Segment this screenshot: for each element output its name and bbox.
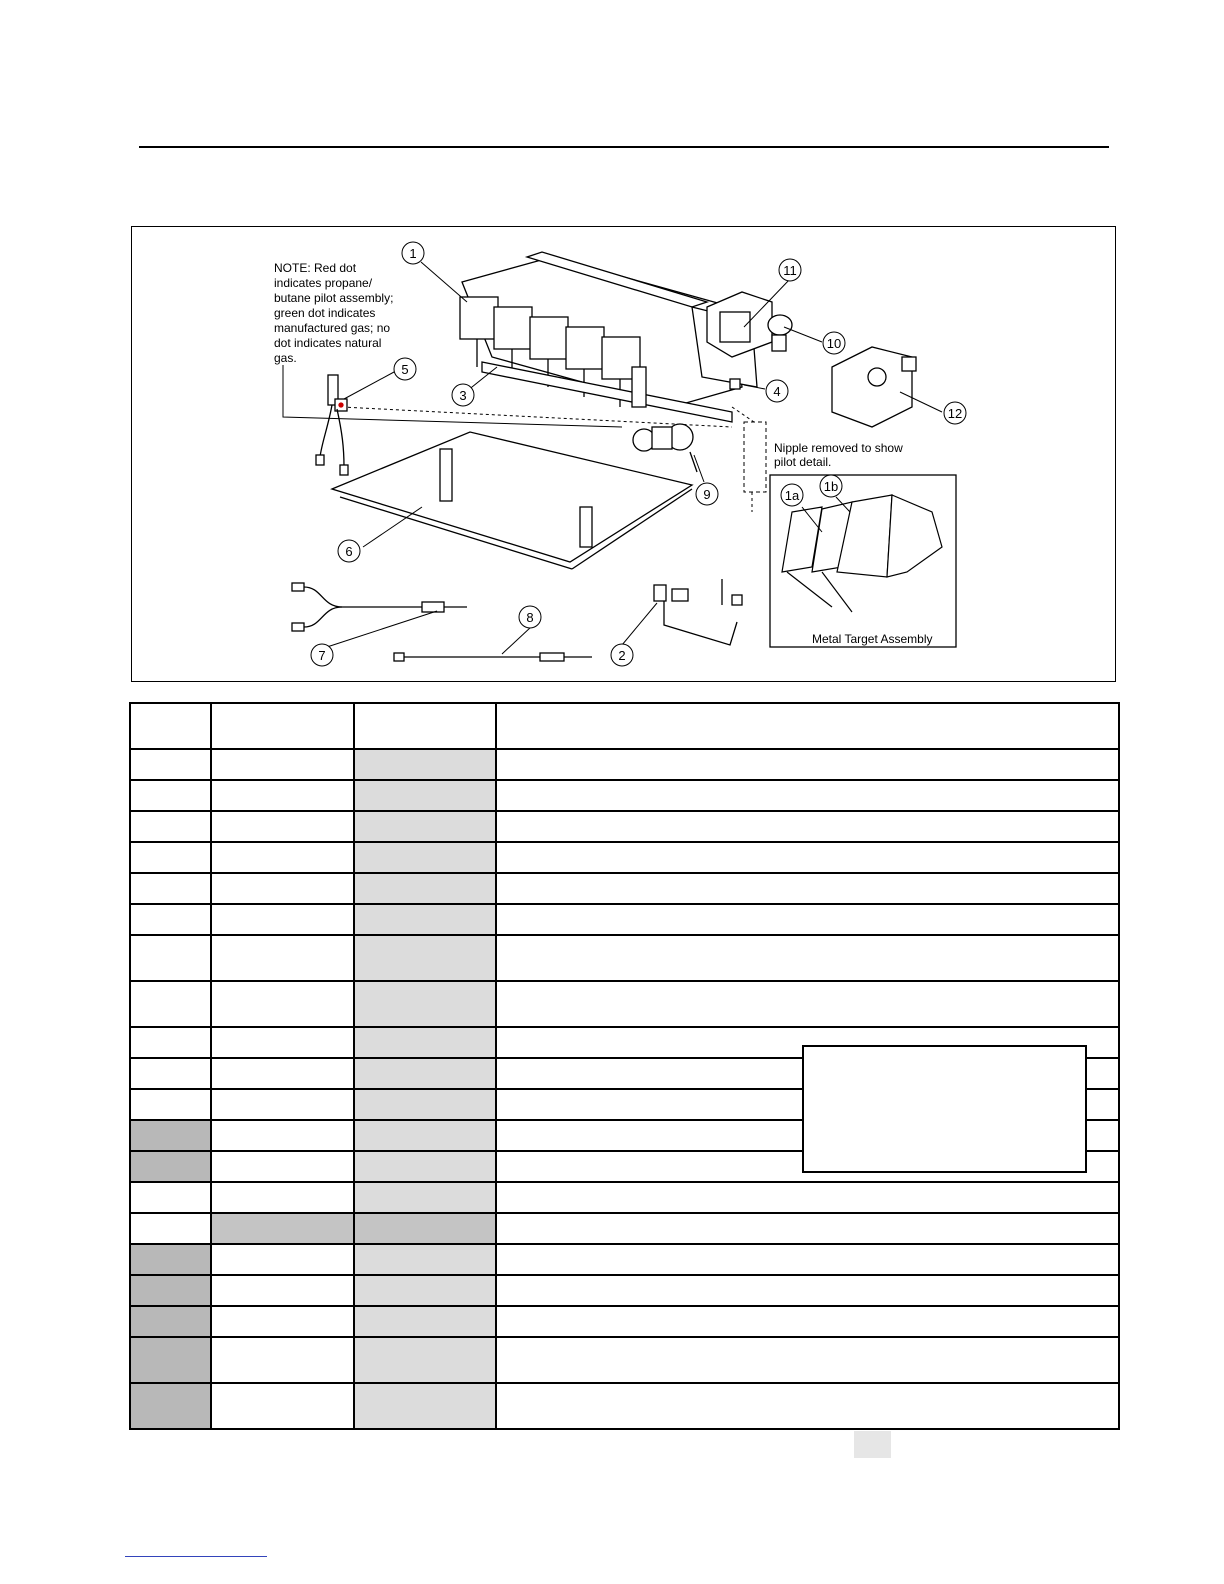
- table-cell: [354, 811, 496, 842]
- svg-text:10: 10: [826, 336, 842, 351]
- table-cell: [354, 1151, 496, 1182]
- table-cell: [211, 1275, 354, 1306]
- table-cell: [130, 1058, 211, 1089]
- table-cell: [496, 935, 1119, 981]
- table-cell: [130, 811, 211, 842]
- table-cell: [211, 1151, 354, 1182]
- table-cell: [211, 1213, 354, 1244]
- table-cell: [130, 1244, 211, 1275]
- table-row: [130, 780, 1119, 811]
- table-cell: [354, 1089, 496, 1120]
- svg-text:12: 12: [947, 406, 963, 421]
- table-cell: [354, 1337, 496, 1383]
- table-cell: [496, 873, 1119, 904]
- table-cell: [211, 1120, 354, 1151]
- table-cell: [211, 842, 354, 873]
- table-cell: [354, 1383, 496, 1429]
- table-cell: [130, 749, 211, 780]
- table-cell: [354, 873, 496, 904]
- table-row: [130, 811, 1119, 842]
- table-cell: [211, 1244, 354, 1275]
- nipple-outline: [732, 407, 766, 512]
- table-cell: [354, 1213, 496, 1244]
- table-cell: [496, 1337, 1119, 1383]
- table-cell: [354, 842, 496, 873]
- table-cell: [211, 1337, 354, 1383]
- table-cell: [211, 1182, 354, 1213]
- table-cell: [496, 749, 1119, 780]
- table-cell: [496, 1383, 1119, 1429]
- table-cell: [496, 981, 1119, 1027]
- table-cell: [211, 935, 354, 981]
- table-cell: [211, 811, 354, 842]
- callout-8: [519, 606, 541, 628]
- table-row: [130, 873, 1119, 904]
- table-row: [130, 749, 1119, 780]
- wire-harness-7: [292, 583, 467, 631]
- thermocouple-8: [394, 653, 592, 661]
- table-cell: [354, 1058, 496, 1089]
- table-row: [130, 935, 1119, 981]
- table-cell: [130, 1027, 211, 1058]
- svg-text:1: 1: [409, 246, 417, 261]
- svg-text:7: 7: [318, 648, 326, 663]
- page-number-box: [854, 1431, 891, 1458]
- table-row: [130, 1213, 1119, 1244]
- table-cell: [130, 1306, 211, 1337]
- table-cell: [211, 749, 354, 780]
- inset-label: Metal Target Assembly: [812, 632, 933, 646]
- table-cell: [211, 981, 354, 1027]
- callout-1a: [781, 484, 803, 506]
- callout-1b: [820, 475, 842, 497]
- parts-diagram: [131, 226, 1116, 682]
- table-cell: [211, 1383, 354, 1429]
- note-line: indicates propane/: [274, 276, 373, 290]
- note-box: [802, 1045, 1087, 1173]
- svg-text:9: 9: [703, 487, 711, 502]
- callout-1: [402, 242, 424, 264]
- switch-assembly-2: [654, 579, 742, 645]
- table-cell: [130, 1275, 211, 1306]
- table-cell: [130, 703, 211, 749]
- table-cell: [354, 981, 496, 1027]
- table-cell: [496, 904, 1119, 935]
- table-cell: [130, 1182, 211, 1213]
- nipple-text: [774, 441, 903, 469]
- burner-pan-6: [332, 432, 692, 569]
- table-cell: [354, 703, 496, 749]
- table-row: [130, 1182, 1119, 1213]
- table-cell: [354, 1182, 496, 1213]
- table-cell: [354, 780, 496, 811]
- table-cell: [496, 1213, 1119, 1244]
- table-cell: [211, 780, 354, 811]
- table-row: [130, 1306, 1119, 1337]
- table-row: [130, 1383, 1119, 1429]
- callout-5: [394, 358, 416, 380]
- svg-text:2: 2: [618, 648, 626, 663]
- table-cell: [354, 1027, 496, 1058]
- table-cell: [354, 1275, 496, 1306]
- table-cell: [130, 780, 211, 811]
- table-cell: [130, 1213, 211, 1244]
- table-row: [130, 1337, 1119, 1383]
- table-cell: [354, 935, 496, 981]
- svg-text:11: 11: [783, 263, 797, 278]
- callout-2: [611, 644, 633, 666]
- table-cell: [211, 1306, 354, 1337]
- table-cell: [496, 842, 1119, 873]
- svg-text:8: 8: [526, 610, 534, 625]
- table-cell: [211, 1089, 354, 1120]
- table-cell: [211, 1058, 354, 1089]
- svg-text:3: 3: [459, 388, 467, 403]
- note-line: butane pilot assembly;: [274, 291, 394, 305]
- table-cell: [354, 1306, 496, 1337]
- table-cell: [211, 1027, 354, 1058]
- svg-text:6: 6: [345, 544, 353, 559]
- table-cell: [354, 1244, 496, 1275]
- table-row: [130, 703, 1119, 749]
- table-cell: [130, 904, 211, 935]
- table-row: [130, 904, 1119, 935]
- nipple-line: pilot detail.: [774, 455, 832, 469]
- header-rule: [139, 146, 1109, 148]
- callout-7: [311, 644, 333, 666]
- table-cell: [130, 873, 211, 904]
- note-line: dot indicates natural: [274, 336, 382, 350]
- svg-text:4: 4: [773, 384, 781, 399]
- callout-10: [823, 332, 845, 354]
- svg-text:1a: 1a: [784, 488, 800, 503]
- pilot-assembly-5: [316, 375, 348, 475]
- table-row: [130, 1244, 1119, 1275]
- nipple-line: Nipple removed to show: [774, 441, 903, 455]
- callout-11: [779, 259, 801, 281]
- fitting-4: [730, 379, 740, 389]
- callout-3: [452, 384, 474, 406]
- exploded-view-drawing: [132, 227, 1117, 683]
- table-cell: [130, 1089, 211, 1120]
- footer-link-underline: [125, 1556, 267, 1557]
- table-cell: [130, 935, 211, 981]
- table-cell: [496, 1244, 1119, 1275]
- table-cell: [130, 1151, 211, 1182]
- callout-12: [944, 402, 966, 424]
- note-line: gas.: [274, 351, 297, 365]
- table-cell: [354, 904, 496, 935]
- table-cell: [130, 981, 211, 1027]
- table-row: [130, 981, 1119, 1027]
- table-cell: [130, 842, 211, 873]
- callout-9: [696, 483, 718, 505]
- table-cell: [496, 780, 1119, 811]
- table-cell: [496, 703, 1119, 749]
- table-cell: [130, 1383, 211, 1429]
- table-cell: [496, 1306, 1119, 1337]
- svg-text:5: 5: [401, 362, 409, 377]
- table-cell: [211, 904, 354, 935]
- table-row: [130, 842, 1119, 873]
- gas-control-valve: [707, 292, 792, 357]
- table-row: [130, 1275, 1119, 1306]
- callout-4: [766, 380, 788, 402]
- note-line: manufactured gas; no: [274, 321, 391, 335]
- table-cell: [354, 749, 496, 780]
- table-cell: [496, 1182, 1119, 1213]
- table-cell: [211, 703, 354, 749]
- note-text: [274, 261, 393, 365]
- table-cell: [130, 1337, 211, 1383]
- callout-6: [338, 540, 360, 562]
- table-cell: [496, 1275, 1119, 1306]
- table-cell: [211, 873, 354, 904]
- svg-text:1b: 1b: [823, 479, 839, 494]
- table-cell: [130, 1120, 211, 1151]
- table-cell: [496, 811, 1119, 842]
- valve-12: [832, 347, 916, 427]
- table-cell: [354, 1120, 496, 1151]
- note-line: NOTE: Red dot: [274, 261, 357, 275]
- note-line: green dot indicates: [274, 306, 376, 320]
